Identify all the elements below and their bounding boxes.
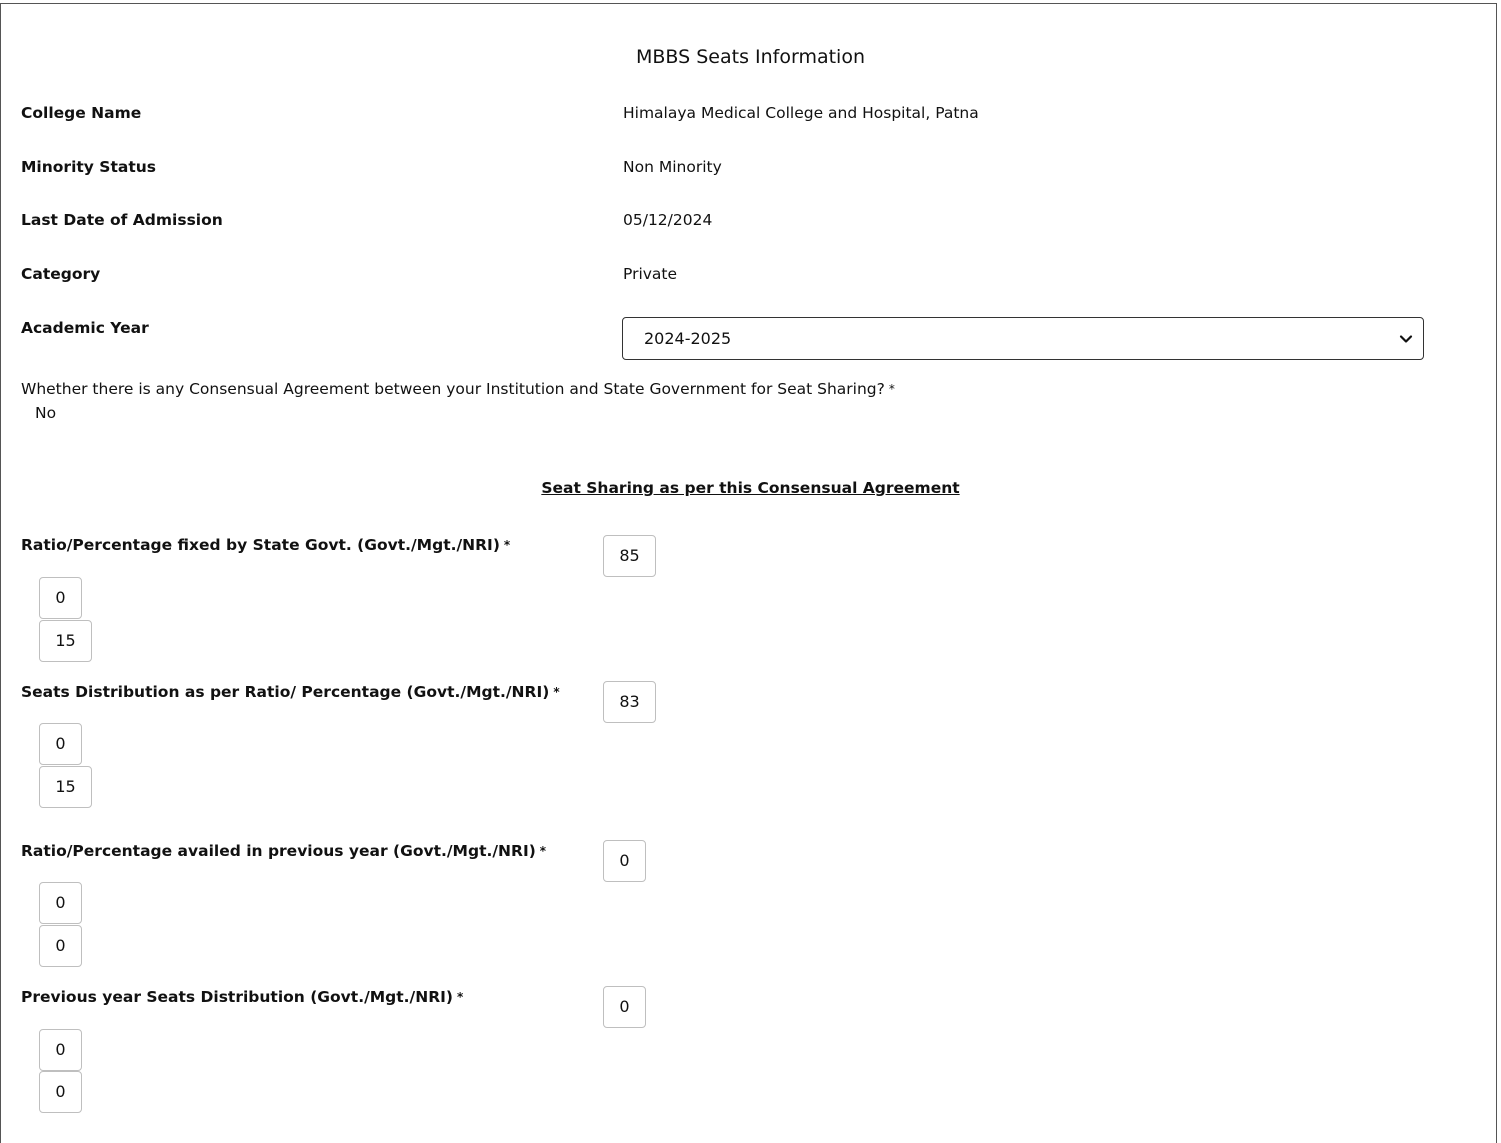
row-label-text: Seats Distribution as per Ratio/ Percentage (Govt./Mgt./NRI) [21,683,550,701]
row-label-ratio-previous [21,842,546,860]
agreement-question-text: Whether there is any Consensual Agreement between your Institution and State Government for Seat Sharing? [21,380,885,398]
ratio-fixed-nri-input[interactable]: 15 [39,620,92,662]
page-title: MBBS Seats Information [636,46,865,68]
ratio-previous-govt-input[interactable]: 0 [603,840,646,882]
category-label: Category [21,265,101,283]
row-label-seats-distribution [21,683,560,701]
previous-distribution-govt-input[interactable]: 0 [603,986,646,1028]
college-name-value: Himalaya Medical College and Hospital, Patna [623,104,979,122]
ratio-previous-nri-input[interactable]: 0 [39,925,82,967]
seats-distribution-mgt-input[interactable]: 0 [39,723,82,765]
agreement-answer: No [35,404,57,422]
previous-distribution-nri-input[interactable]: 0 [39,1071,82,1113]
ratio-fixed-mgt-input[interactable]: 0 [39,577,82,619]
required-mark: * [539,844,547,858]
academic-year-label: Academic Year [21,319,149,337]
agreement-question [21,380,895,398]
required-mark: * [456,990,464,1004]
row-label-ratio-fixed [21,536,510,554]
last-date-value: 05/12/2024 [623,211,713,229]
row-label-text: Previous year Seats Distribution (Govt./Mgt./NRI) [21,988,453,1006]
seats-distribution-govt-input[interactable]: 83 [603,681,656,723]
college-name-label: College Name [21,104,142,122]
ratio-previous-mgt-input[interactable]: 0 [39,882,82,924]
academic-year-select[interactable] [622,317,1424,360]
form-frame [0,3,1497,1143]
minority-status-value: Non Minority [623,158,722,176]
last-date-label: Last Date of Admission [21,211,223,229]
required-mark: * [553,685,560,699]
academic-year-selected: 2024-2025 [644,329,732,348]
row-label-text: Ratio/Percentage availed in previous year (Govt./Mgt./NRI) [21,842,536,860]
category-value: Private [623,265,678,283]
row-label-previous-distribution [21,988,463,1006]
section-title: Seat Sharing as per this Consensual Agreement [541,479,960,497]
seats-distribution-nri-input[interactable]: 15 [39,766,92,808]
minority-status-label: Minority Status [21,158,156,176]
ratio-fixed-govt-input[interactable]: 85 [603,535,656,577]
chevron-down-icon [1399,331,1413,345]
required-mark: * [503,538,511,552]
required-mark: * [888,382,895,396]
row-label-text: Ratio/Percentage fixed by State Govt. (Govt./Mgt./NRI) [21,536,500,554]
previous-distribution-mgt-input[interactable]: 0 [39,1029,82,1071]
